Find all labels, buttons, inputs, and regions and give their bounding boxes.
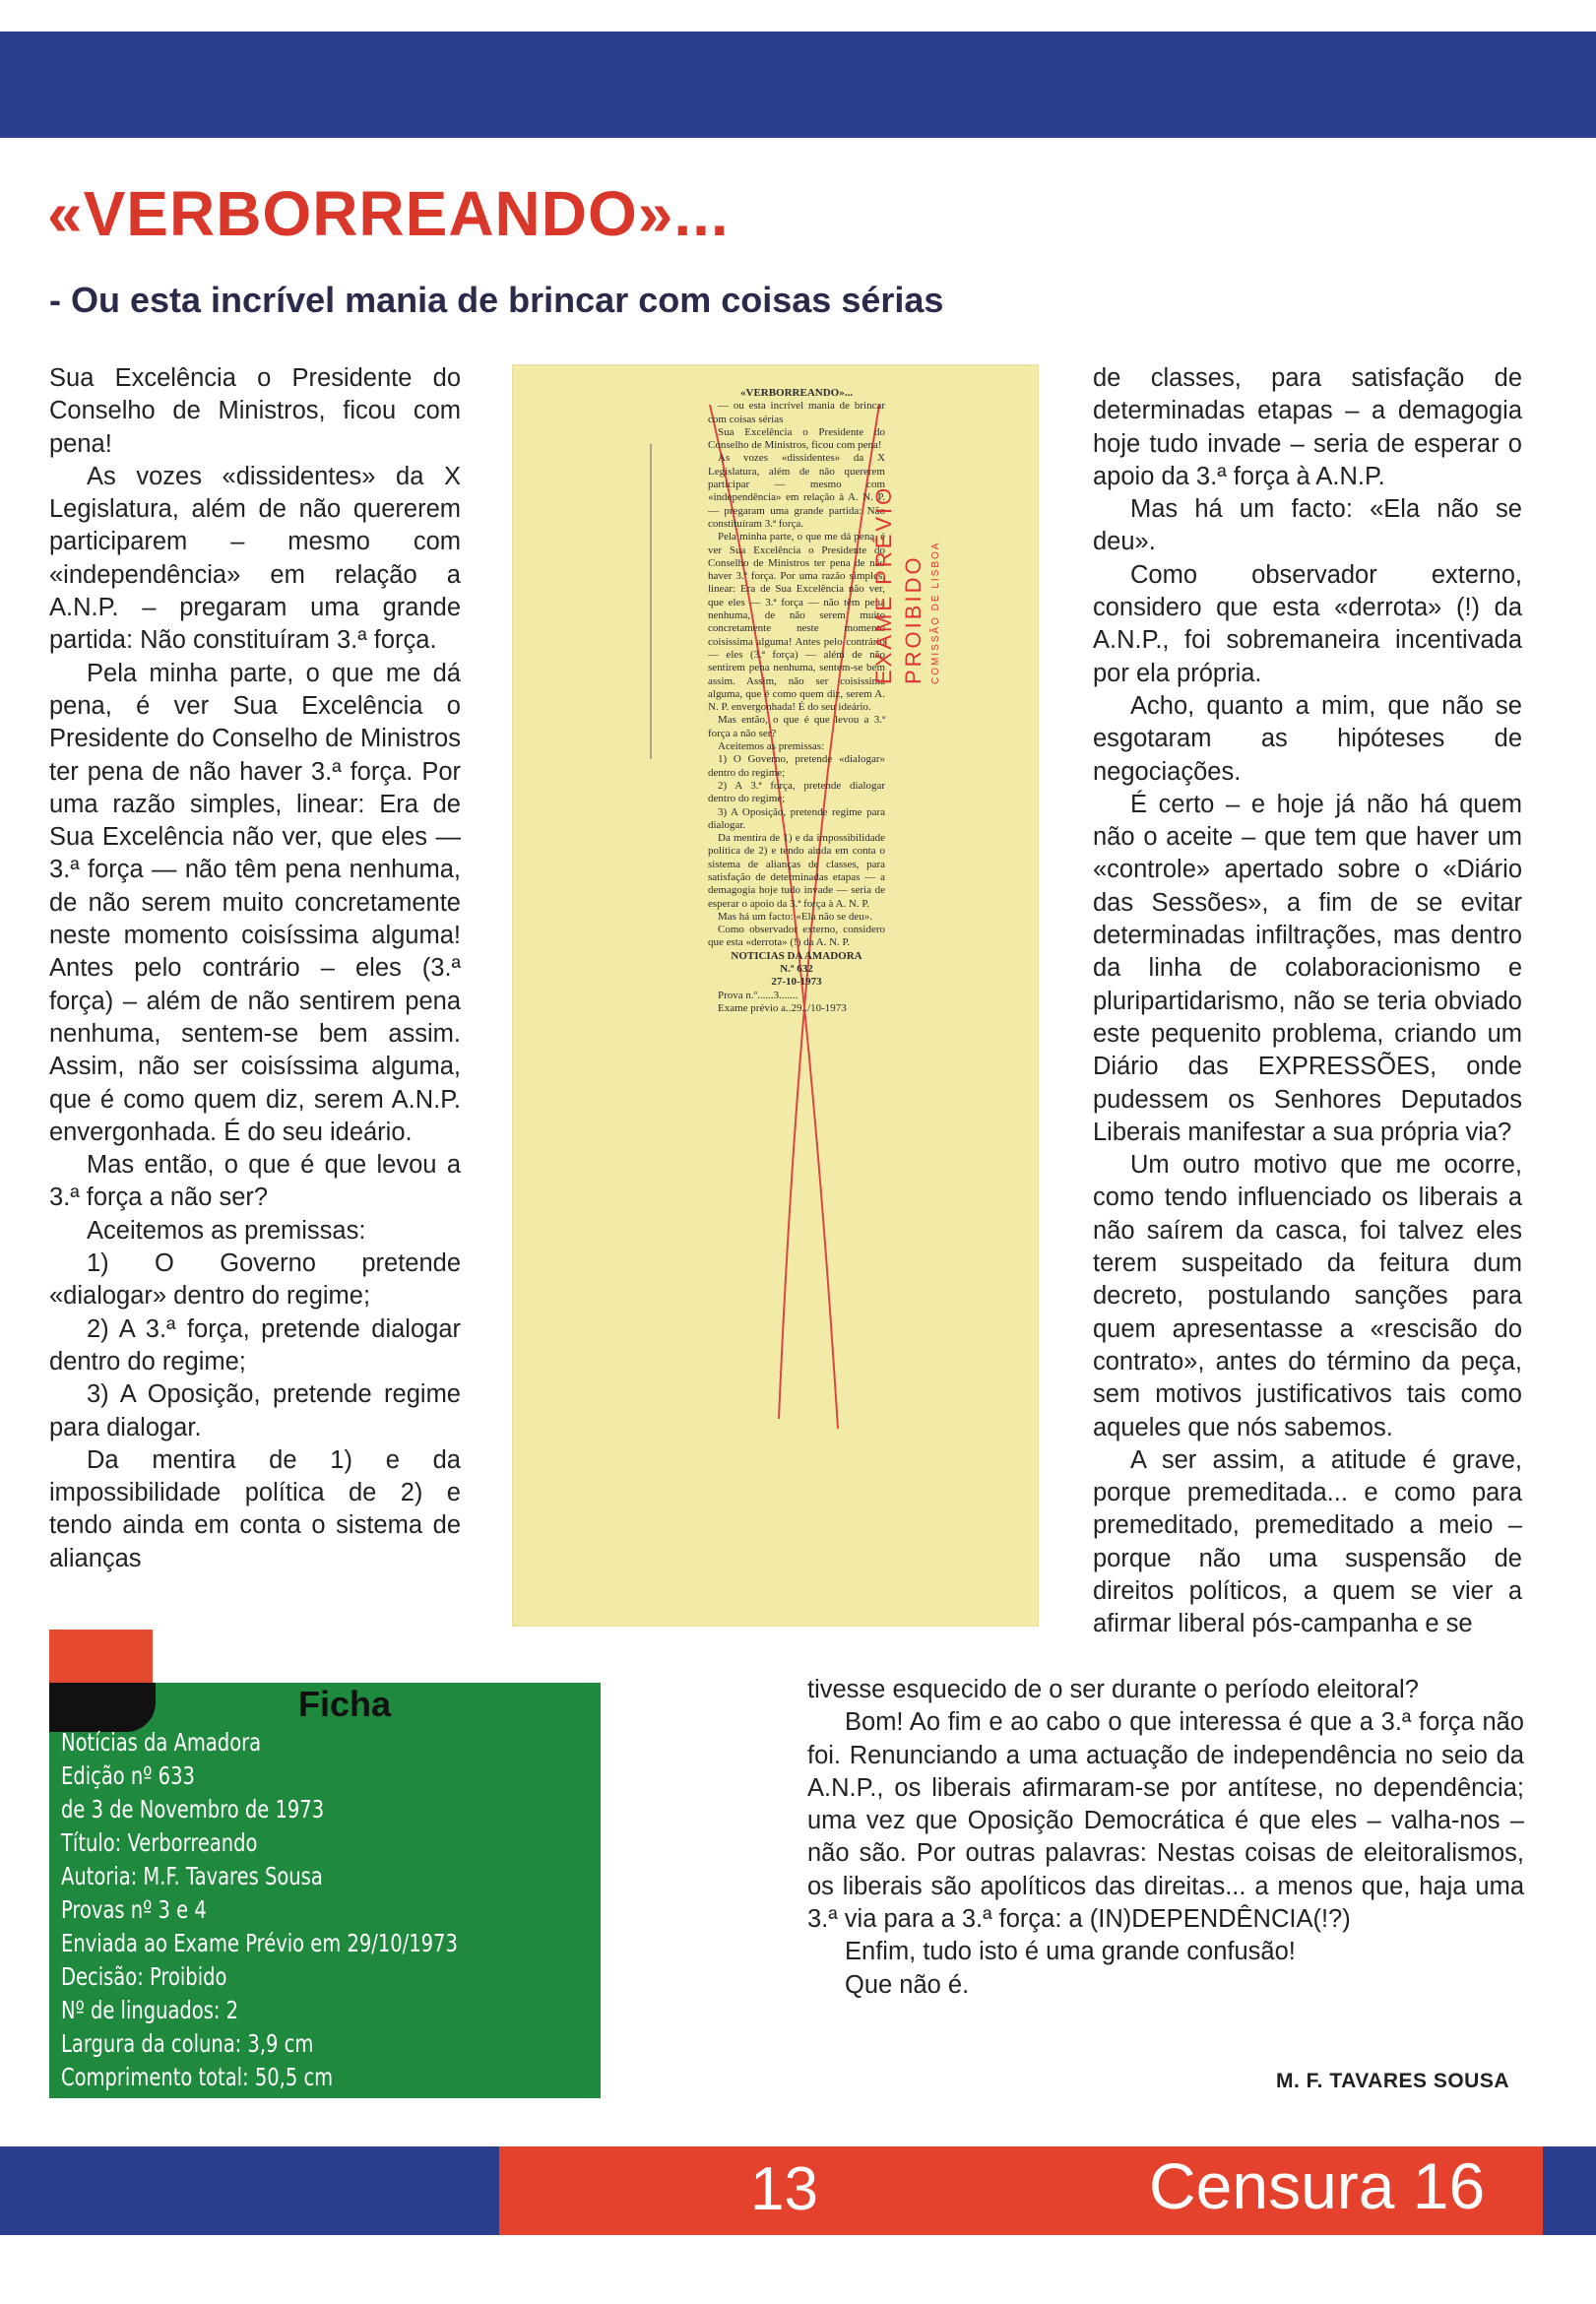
page-subtitle: - Ou esta incrível mania de brincar com coisas sérias xyxy=(49,280,944,320)
paragraph: 1) O Governo pretende «dialogar» dentro do regime; xyxy=(49,1249,461,1311)
clipping-paragraph: Aceitemos as premissas: xyxy=(718,740,825,753)
paragraph: Que não é. xyxy=(845,1970,970,1999)
paragraph: Sua Excelência o Presidente do Conselho de Ministros, ficou com pena! xyxy=(49,364,461,458)
article-column-left xyxy=(49,362,461,1575)
paragraph: As vozes «dissidentes» da X Legislatura, além de não quererem participarem – mesmo com «independência» em relação a A.N.P. – pregaram uma grande partida: Não constituíram 3.ª força. xyxy=(49,462,461,655)
ficha-line: Título: Verborreando xyxy=(61,1828,258,1857)
paragraph: Enfim, tudo isto é uma grande confusão! xyxy=(845,1938,1296,1966)
ficha-line: Edição nº 633 xyxy=(61,1761,195,1790)
ficha-line: Enviada ao Exame Prévio em 29/10/1973 xyxy=(61,1929,458,1957)
paragraph: Um outro motivo que me ocorre, como tendo influenciado os liberais a não saírem da casca, foi talvez eles terem suspeitado da feitura dum decreto, postulando sanções para quem apresentasse a «rescisão do contrato», antes do término da peça, sem motivos justificativos tais como aqueles que nós sabemos. xyxy=(1093,1151,1522,1441)
ficha-line: de 3 de Novembro de 1973 xyxy=(61,1795,325,1824)
stamp-comissao: COMISSÃO DE LISBOA xyxy=(930,541,941,684)
ficha-line: Comprimento total: 50,5 cm xyxy=(61,2063,334,2091)
paragraph: Mas então, o que é que levou a 3.ª força a não ser? xyxy=(49,1151,461,1212)
ficha-line: Decisão: Proibido xyxy=(61,1962,227,1991)
author-signature: M. F. TAVARES SOUSA xyxy=(1276,2070,1510,2092)
paragraph: Da mentira de 1) e da impossibilidade política de 2) e tendo ainda em conta o sistema de alianças xyxy=(49,1445,461,1572)
ficha-line: Autoria: M.F. Tavares Sousa xyxy=(61,1862,323,1890)
clipping-paragraph: 1) O Governo, pretende «dialogar» dentro do regime; xyxy=(708,753,885,779)
paragraph: Como observador externo, considero que esta «derrota» (!) da A.N.P., foi sobremaneira incentivada por ela própria. xyxy=(1093,560,1522,687)
paragraph: de classes, para satisfação de determinadas etapas – a demagogia hoje tudo invade – seria de esperar o apoio da 3.ª força à A.N.P. xyxy=(1093,364,1522,490)
clipping-title: «VERBORREANDO»... xyxy=(740,387,853,399)
clipping-text xyxy=(708,387,885,1015)
paragraph: Bom! Ao fim e ao cabo o que interessa é que a 3.ª força não foi. Renunciando a uma actuação de independência no seio da A.N.P., os liberais afirmaram-se por antítese, no dependência; uma vez que Oposição Democrática é que eles – valha-nos – não são. Por outras palavras: Nestas coisas de eleitoralismos, os liberais são apolíticos das direitas... a menos que, haja uma 3.ª via para a 3.ª força: a (IN)DEPENDÊNCIA(!?) xyxy=(807,1708,1524,1934)
paragraph: 3) A Oposição, pretende regime para dialogar. xyxy=(49,1380,461,1441)
stamp-exame: EXAME PRÉVIO xyxy=(871,484,896,684)
page-number: 13 xyxy=(750,2155,818,2223)
clipping-number: N.º 632 xyxy=(780,963,813,976)
ficha-line: Notícias da Amadora xyxy=(61,1728,262,1757)
paragraph: Pela minha parte, o que me dá pena, é ver Sua Excelência o Presidente do Conselho de Ministros ter pena de não haver 3.ª força. Por uma razão simples, linear: Era de Sua Excelência não ver, que eles — 3.ª força — não têm pena nenhuma, de não serem muito concretamente neste momento coisíssima alguma! Antes pelo contrário – eles (3.ª força) – além de não sentirem pena nenhuma, sentem-se bem assim. Assim, não ser coisíssima alguma, que é como quem diz, serem A.N.P. envergonhada. É do seu ideário. xyxy=(49,659,461,1146)
censored-clipping xyxy=(512,364,1039,1627)
clipping-newspaper: NOTICIAS DA AMADORA xyxy=(731,949,862,962)
clipping-subtitle: — ou esta incrível mania de brincar com coisas sérias xyxy=(708,400,885,425)
clipping-paragraph: Como observador externo, considero que esta «derrota» (!) da A. N. P. xyxy=(708,924,885,949)
page-title: «VERBORREANDO»... xyxy=(47,178,730,249)
ficha-title: Ficha xyxy=(298,1684,392,1724)
clipping-paragraph: Mas então, o que é que levou a 3.ª força a não ser? xyxy=(708,714,885,739)
clipping-paragraph: Sua Excelência o Presidente do Conselho de Ministros, ficou com pena! xyxy=(708,425,885,452)
clipping-paragraph: 2) A 3.ª força, pretende dialogar dentro do regime; xyxy=(708,779,885,805)
article-continuation xyxy=(807,1674,1524,2002)
paragraph: É certo – e hoje já não há quem não o aceite – que tem que haver um «controle» apertado sobre o «Diário das Sessões», a fim de se evitar determinadas infiltrações, mas dentro da linha de colaboracionismo e pluripartidarismo, não se teria obviado este pequenito problema, criando um Diário das EXPRESSÕES, onde pudessem os Senhores Deputados Liberais manifestar a sua própria via? xyxy=(1093,790,1522,1146)
ficha-line: Nº de linguados: 2 xyxy=(61,1996,239,2024)
clipping-prova: Prova n.º......3....... xyxy=(718,989,798,1001)
clipping-paragraph: Mas há um facto: «Ela não se deu». xyxy=(718,910,873,923)
article-column-right xyxy=(1093,362,1522,1641)
paragraph: Aceitemos as premissas: xyxy=(87,1216,366,1245)
paragraph: A ser assim, a atitude é grave, porque premeditada... e como para premeditado, premeditado a meio – porque não uma suspensão de direitos políticos, a quem se vier a afirmar liberal pós-campanha e se xyxy=(1093,1445,1522,1638)
ficha-dark-corner xyxy=(49,1683,156,1732)
top-blue-band xyxy=(0,32,1596,138)
paragraph: Mas há um facto: «Ela não se deu». xyxy=(1093,495,1522,556)
paragraph: tivesse esquecido de o ser durante o período eleitoral? xyxy=(807,1676,1419,1703)
paragraph: Acho, quanto a mim, que não se esgotaram as hipóteses de negociações. xyxy=(1093,691,1522,786)
stamp-proibido: PROIBIDO xyxy=(901,554,926,684)
ficha-details xyxy=(61,1726,458,2094)
clipping-paragraph: 3) A Oposição, pretende regime para dialogar. xyxy=(708,805,885,831)
clipping-exame: Exame prévio a..29../10-1973 xyxy=(718,1001,847,1014)
paragraph: 2) A 3.ª força, pretende dialogar dentro do regime; xyxy=(49,1314,461,1376)
clipping-paragraph: Da mentira de 1) e da impossibilidade política de 2) e tendo ainda em conta o sistema de alianças de classes, para satisfação de determinadas etapas — a demagogia hoje tudo invade — seria de esperar o apoio da 3.ª força à A. N. P. xyxy=(708,832,885,910)
censor-stamp xyxy=(871,485,941,684)
clipping-paragraph: As vozes «dissidentes» da X Legislatura, além de não quererem participar — mesmo com «independência» em relação à A. N. P. — pregaram uma grande partida: Não constituíram 3.ª força. xyxy=(708,452,885,530)
ficha-line: Provas nº 3 e 4 xyxy=(61,1895,207,1924)
clipping-date: 27-10-1973 xyxy=(771,976,822,989)
ficha-line: Largura da coluna: 3,9 cm xyxy=(61,2029,314,2058)
clipping-paragraph: Pela minha parte, o que me dá pena, é ver Sua Excelência o Presidente do Conselho de Ministros ter pena de não haver 3.ª força. Por uma razão simples, linear: Era de Sua Excelência não ver, que eles — 3.ª força — não têm pena nenhuma, de não serem muito concretamente neste momento coisíssima alguma! Antes pelo contrário — eles (3.ª força) — além de não sentirem pena nenhuma, sentem-se bem assim. Assim, não ser coisíssima alguma, que é como quem diz, serem A. N. P. envergonhada! É do seu ideário. xyxy=(708,531,885,714)
magazine-name: Censura 16 xyxy=(1149,2149,1486,2222)
